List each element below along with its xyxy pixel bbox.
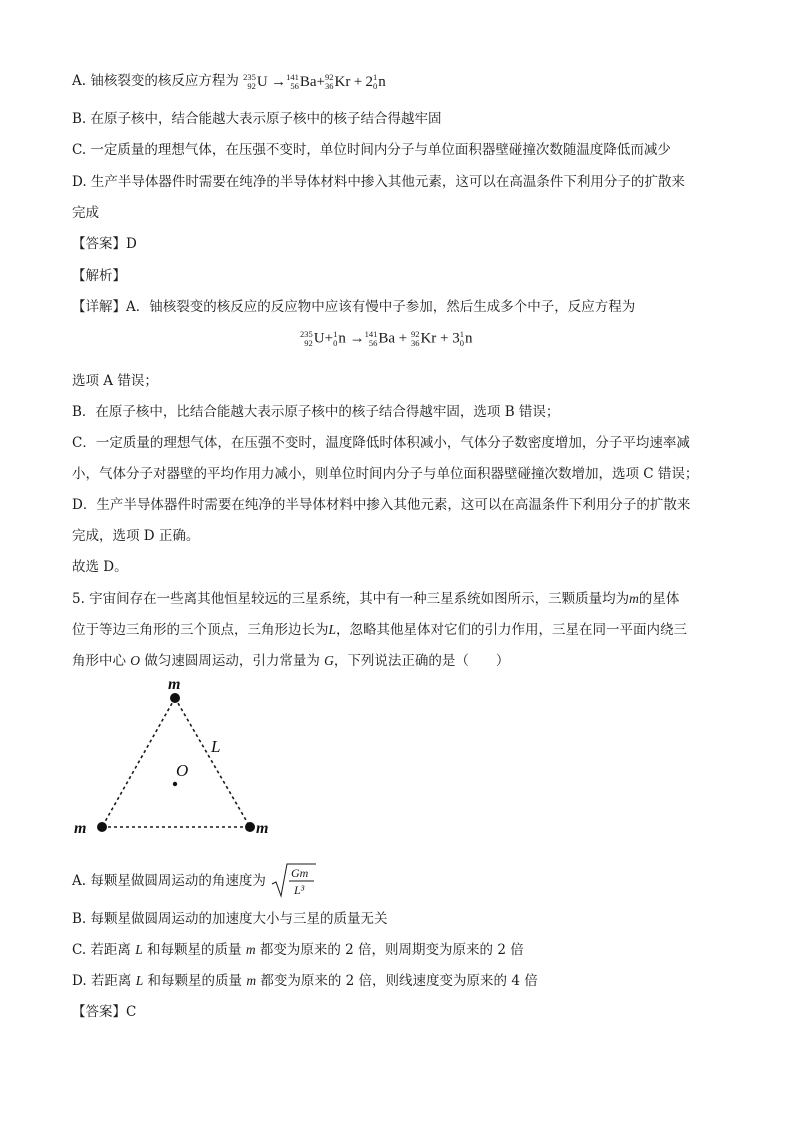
ba-atomic-number: 56 — [368, 338, 378, 348]
q5-stem-text: 的星体 — [638, 591, 680, 607]
star-right — [245, 822, 255, 832]
n-mass-number: 1 — [333, 329, 338, 339]
ba-symbol: Ba — [378, 330, 395, 347]
q5-option-c-text: 都变为原来的 2 倍，则周期变为原来的 2 倍 — [259, 942, 524, 958]
q5-stem-line3 — [72, 652, 509, 670]
var-l: L — [135, 942, 143, 957]
ba-mass-number: 141 — [364, 329, 378, 339]
q5-option-c-text: C. 若距离 — [72, 942, 131, 958]
kr-mass-number: 92 — [410, 329, 420, 339]
triangle-left-side — [102, 698, 175, 827]
n-atomic-number: 0 — [459, 338, 464, 348]
q5-stem-line1 — [72, 590, 679, 608]
q4-detail-line4: C．一定质量的理想气体，在压强不变时，温度降低时体积减小，气体分子数密度增加，分子平均速率减 — [72, 435, 690, 451]
q4-option-a-equation — [243, 71, 386, 91]
q4-option-b: B. 在原子核中，结合能越大表示原子核中的核子结合得越牢固 — [72, 111, 442, 127]
q5-option-a-text: A. 每颗星做圆周运动的角速度为 — [72, 873, 266, 889]
label-right-m: m — [256, 820, 269, 837]
q5-option-d-text: D. 若距离 — [72, 973, 132, 989]
ba-atomic-number: 56 — [290, 80, 299, 91]
label-side-l: L — [211, 737, 221, 756]
n-symbol: n — [378, 73, 386, 90]
n-mass-number: 1 — [373, 71, 378, 82]
q4-detail-line2: 选项 A 错误； — [72, 373, 158, 389]
n-atomic-number: 0 — [373, 80, 378, 91]
q4-detail-line8: 故选 D。 — [72, 559, 128, 575]
q4-detail-line5: 小，气体分子对器壁的平均作用力减小，则单位时间内分子与单位面积器壁碰撞次数增加，选项 C 错误； — [72, 466, 699, 482]
q5-stem-text: 角形中心 — [72, 653, 126, 669]
label-left-m: m — [74, 820, 87, 837]
q4-detail-equation — [300, 330, 473, 348]
three-star-diagram — [70, 676, 280, 846]
q4-option-d-line1: D. 生产半导体器件时需要在纯净的半导体材料中掺入其他元素，这可以在高温条件下利用分子的扩散来 — [72, 174, 685, 190]
kr-atomic-number: 36 — [410, 338, 420, 348]
plus: + — [316, 73, 325, 90]
ba-mass-number: 141 — [286, 71, 299, 82]
kr-symbol: Kr — [420, 330, 437, 347]
q5-option-c-text: 和每颗星的质量 — [147, 942, 242, 958]
u-symbol: U — [256, 73, 268, 90]
u-symbol: U — [313, 330, 325, 347]
q5-option-a — [72, 862, 316, 900]
u-mass-number: 235 — [243, 71, 256, 82]
arrow: → — [271, 73, 287, 90]
q4-detail-line6: D．生产半导体器件时需要在纯净的半导体材料中掺入其他元素，这可以在高温条件下利用分子的扩散来 — [72, 497, 691, 513]
arrow: → — [349, 330, 365, 347]
u-mass-number: 235 — [300, 329, 313, 339]
q5-option-b: B. 每颗星做圆周运动的加速度大小与三星的质量无关 — [72, 911, 388, 927]
answer-label: 【答案】 — [72, 236, 126, 252]
q4-option-a-text: A. 铀核裂变的核反应方程为 — [72, 73, 239, 89]
ba-symbol: Ba — [299, 73, 317, 90]
answer-label: 【答案】 — [72, 1004, 126, 1020]
q5-stem-text: 位于等边三角形的三个顶点，三角形边长为 — [72, 622, 329, 638]
answer-value: D — [126, 236, 137, 252]
q5-stem-text: ，下列说法正确的是（ ） — [333, 653, 510, 669]
var-g: G — [324, 653, 334, 668]
q5-option-d-text: 和每颗星的质量 — [147, 973, 243, 989]
n-atomic-number: 0 — [333, 338, 338, 348]
label-top-m: m — [168, 676, 181, 693]
star-left — [97, 822, 107, 832]
kr-symbol: Kr — [334, 73, 351, 90]
u-atomic-number: 92 — [304, 338, 313, 348]
var-m: m — [245, 942, 256, 957]
label-center-o: O — [176, 761, 189, 780]
sqrt-expression — [270, 862, 316, 900]
var-o: O — [130, 653, 141, 668]
q4-detail-line1: 【详解】A．铀核裂变的核反应的反应物中应该有慢中子参加，然后生成多个中子，反应方程为 — [72, 299, 636, 315]
n-symbol: n — [338, 330, 346, 347]
numerator: Gm — [291, 866, 309, 880]
var-l: L — [135, 973, 144, 988]
q5-option-d — [72, 972, 538, 990]
plus: + — [353, 73, 363, 90]
kr-atomic-number: 36 — [325, 80, 334, 91]
q5-stem-line2 — [72, 621, 687, 639]
var-m: m — [246, 973, 257, 988]
q4-answer — [72, 235, 137, 253]
q5-stem-text: 做匀速圆周运动，引力常量为 — [144, 653, 320, 669]
q4-option-c: C. 一定质量的理想气体，在压强不变时，单位时间内分子与单位面积器壁碰撞次数随温度降低而减少 — [72, 142, 671, 158]
q5-answer — [72, 1003, 136, 1021]
u-atomic-number: 92 — [247, 80, 256, 91]
star-top — [170, 693, 180, 703]
n-mass-number: 1 — [459, 329, 464, 339]
kr-mass-number: 92 — [325, 71, 334, 82]
q4-option-a — [72, 72, 386, 91]
n-symbol: n — [465, 330, 473, 347]
plus: + — [324, 330, 334, 347]
q5-option-d-text: 都变为原来的 2 倍，则线速度变为原来的 4 倍 — [260, 973, 538, 989]
var-l: L — [328, 622, 337, 637]
plus: + — [440, 330, 449, 347]
answer-value: C — [126, 1004, 137, 1020]
center-point — [173, 782, 177, 786]
plus: + — [398, 330, 408, 347]
q5-option-c — [72, 941, 524, 959]
denominator: L³ — [294, 883, 305, 897]
q4-analysis-label: 【解析】 — [72, 268, 126, 284]
var-m: m — [629, 591, 639, 606]
q5-stem-text: ，忽略其他星体对它们的引力作用，三星在同一平面内绕三 — [336, 622, 688, 638]
q5-stem-text: 5. 宇宙间存在一些离其他恒星较远的三星系统，其中有一种三星系统如图所示，三颗质量均为 — [72, 591, 630, 607]
coefficient: 2 — [365, 73, 374, 90]
coefficient: 3 — [452, 330, 460, 347]
q4-detail-line3: B．在原子核中，比结合能越大表示原子核中的核子结合得越牢固，选项 B 错误； — [72, 404, 560, 420]
q4-detail-line7: 完成，选项 D 正确。 — [72, 528, 200, 544]
q4-option-d-line2: 完成 — [72, 205, 99, 221]
